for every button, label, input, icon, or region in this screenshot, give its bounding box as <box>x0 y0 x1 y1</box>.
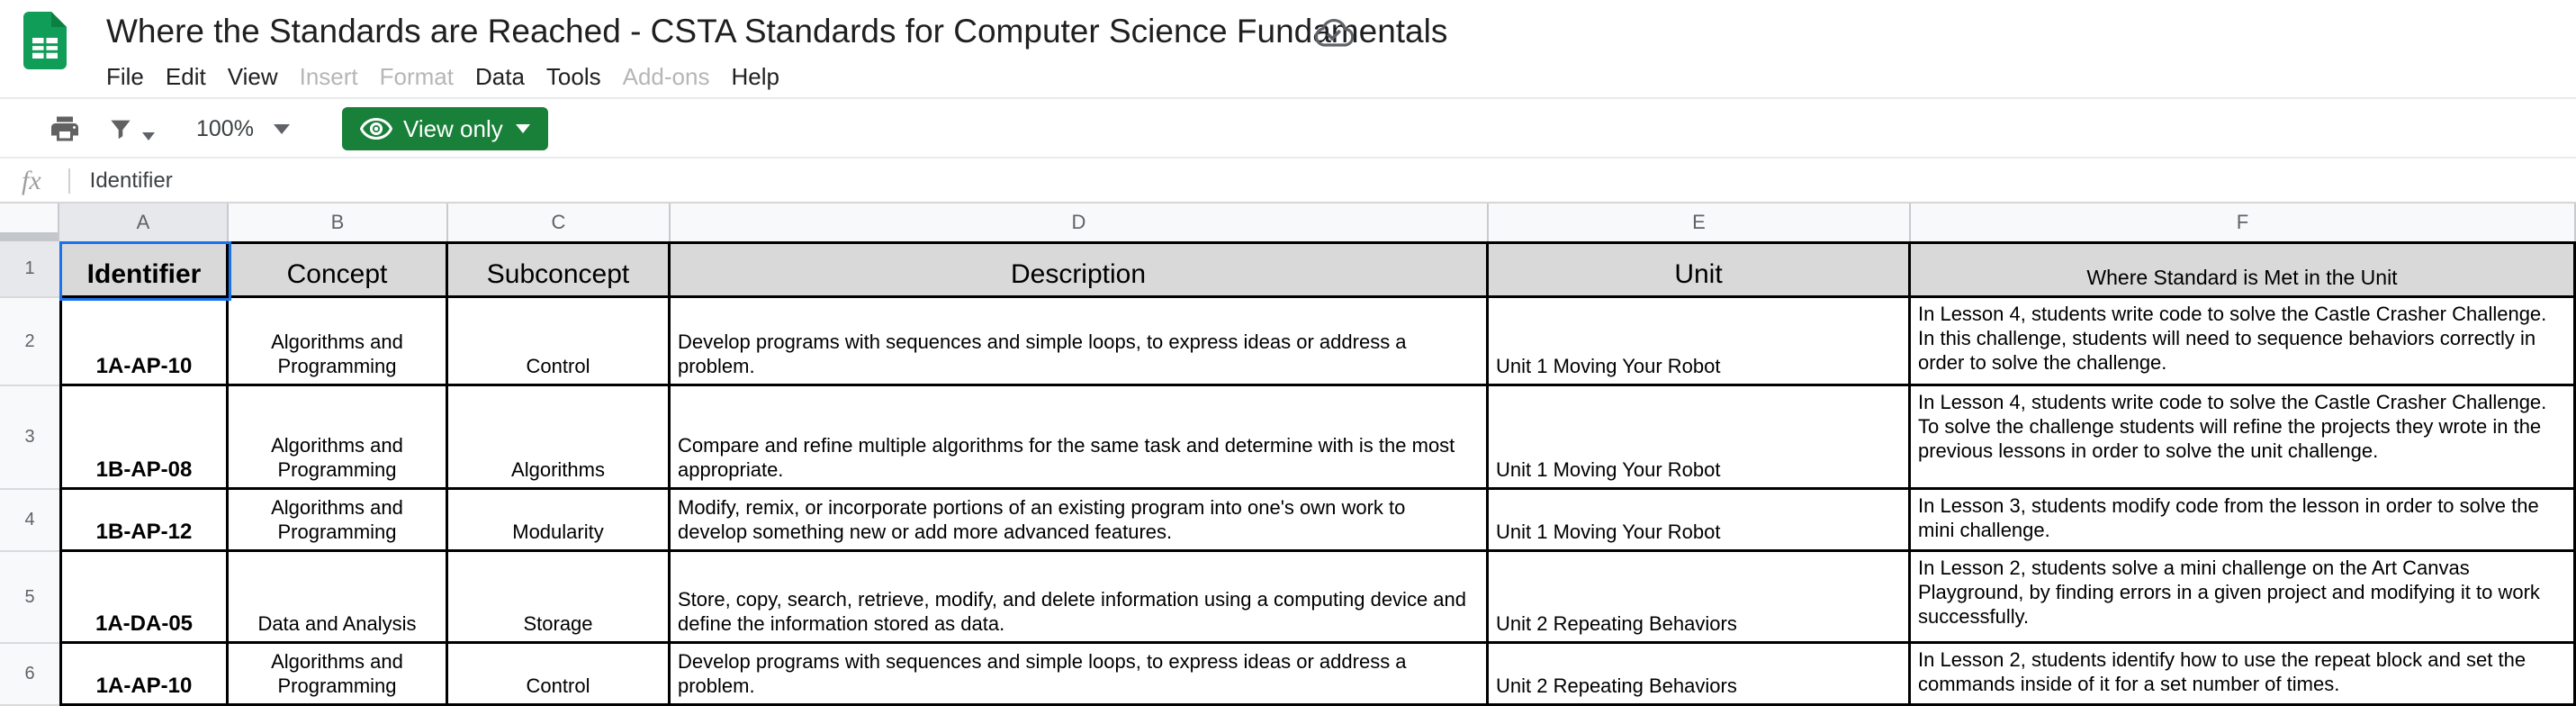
cell-E2[interactable]: Unit 1 Moving Your Robot <box>1489 298 1911 386</box>
cell-F3[interactable]: In Lesson 4, students write code to solve the Castle Crasher Challenge. To solve the challenge students will refine the projects they wrote in the previous lessons in order to solve the unit challenge. <box>1911 386 2576 490</box>
view-only-caret-icon <box>516 124 530 133</box>
cell-D6[interactable]: Develop programs with sequences and simple loops, to express ideas or address a problem. <box>671 644 1489 706</box>
row-header-3[interactable]: 3 <box>0 386 59 490</box>
cell-B2[interactable]: Algorithms and Programming <box>229 298 448 386</box>
cell-B3[interactable]: Algorithms and Programming <box>229 386 448 490</box>
row-header-4[interactable]: 4 <box>0 490 59 552</box>
toolbar <box>0 101 2576 158</box>
zoom-dropdown-caret-icon[interactable] <box>274 124 290 134</box>
menu-item-data[interactable]: Data <box>474 63 525 90</box>
cell-F5[interactable]: In Lesson 2, students solve a mini challenge on the Art Canvas Playground, by finding errors in a given project and modifying it to work successfully. <box>1911 552 2576 644</box>
menu-item-tools[interactable]: Tools <box>545 63 601 90</box>
column-header-B[interactable]: B <box>229 204 448 241</box>
sheet-grid <box>0 241 2576 706</box>
cell-C4[interactable]: Modularity <box>448 490 671 552</box>
menu-item-insert: Insert <box>299 63 358 90</box>
cell-A5[interactable]: 1A-DA-05 <box>59 552 229 644</box>
menu-item-file[interactable]: File <box>106 63 144 90</box>
cell-E4[interactable]: Unit 1 Moving Your Robot <box>1489 490 1911 552</box>
cell-D4[interactable]: Modify, remix, or incorporate portions of an existing program into one's own work to develop something new or add more advanced features. <box>671 490 1489 552</box>
menu-item-help[interactable]: Help <box>731 63 779 90</box>
cell-D2[interactable]: Develop programs with sequences and simple loops, to express ideas or address a problem. <box>671 298 1489 386</box>
document-title: Where the Standards are Reached - CSTA Standards for Computer Science Fundamentals <box>106 13 1448 50</box>
sheet-row-6 <box>0 644 2576 706</box>
cell-B5[interactable]: Data and Analysis <box>229 552 448 644</box>
formula-bar <box>0 160 2576 204</box>
menu-bar <box>95 58 790 96</box>
cell-C2[interactable]: Control <box>448 298 671 386</box>
sheet-row-1 <box>0 241 2576 298</box>
menu-item-edit[interactable]: Edit <box>165 63 206 90</box>
cell-C6[interactable]: Control <box>448 644 671 706</box>
cell-E3[interactable]: Unit 1 Moving Your Robot <box>1489 386 1911 490</box>
cell-D5[interactable]: Store, copy, search, retrieve, modify, and delete information using a computing device and define the information stored as data. <box>671 552 1489 644</box>
row-header-5[interactable]: 5 <box>0 552 59 644</box>
fx-icon: fx <box>22 166 41 195</box>
cell-C1[interactable]: Subconcept <box>448 241 671 298</box>
cell-C5[interactable]: Storage <box>448 552 671 644</box>
formula-bar-divider <box>68 168 70 194</box>
cell-B6[interactable]: Algorithms and Programming <box>229 644 448 706</box>
sheet-row-4 <box>0 490 2576 552</box>
print-icon[interactable] <box>49 113 81 145</box>
cell-F2[interactable]: In Lesson 4, students write code to solve the Castle Crasher Challenge. In this challenge, students will need to sequence behaviors correctly in order to solve the challenge. <box>1911 298 2576 386</box>
title-bar <box>0 0 2576 99</box>
row-header-1[interactable]: 1 <box>0 241 59 298</box>
select-all-corner[interactable] <box>0 204 59 241</box>
cell-D3[interactable]: Compare and refine multiple algorithms for the same task and determine with is the most appropriate. <box>671 386 1489 490</box>
filter-dropdown-caret-icon[interactable] <box>142 132 155 140</box>
filter-icon[interactable] <box>106 114 155 143</box>
cell-E5[interactable]: Unit 2 Repeating Behaviors <box>1489 552 1911 644</box>
sheets-logo-icon[interactable] <box>23 12 67 69</box>
cell-B4[interactable]: Algorithms and Programming <box>229 490 448 552</box>
cell-D1[interactable]: Description <box>671 241 1489 298</box>
cell-F6[interactable]: In Lesson 2, students identify how to use the repeat block and set the commands inside of it for a set number of times. <box>1911 644 2576 706</box>
menu-item-format: Format <box>379 63 454 90</box>
view-only-button[interactable] <box>342 107 548 150</box>
sheet-row-3 <box>0 386 2576 490</box>
column-header-row <box>0 204 2576 243</box>
eye-icon <box>360 117 392 140</box>
cell-B1[interactable]: Concept <box>229 241 448 298</box>
column-header-D[interactable]: D <box>671 204 1489 241</box>
row-header-2[interactable]: 2 <box>0 298 59 386</box>
cell-E1[interactable]: Unit <box>1489 241 1911 298</box>
cell-F4[interactable]: In Lesson 3, students modify code from the lesson in order to solve the mini challenge. <box>1911 490 2576 552</box>
zoom-control[interactable] <box>196 116 290 142</box>
cell-C3[interactable]: Algorithms <box>448 386 671 490</box>
cloud-check-icon <box>1312 16 1354 51</box>
cell-A2[interactable]: 1A-AP-10 <box>59 298 229 386</box>
cell-A3[interactable]: 1B-AP-08 <box>59 386 229 490</box>
cell-E6[interactable]: Unit 2 Repeating Behaviors <box>1489 644 1911 706</box>
column-header-F[interactable]: F <box>1911 204 2576 241</box>
column-header-E[interactable]: E <box>1489 204 1911 241</box>
cell-A4[interactable]: 1B-AP-12 <box>59 490 229 552</box>
menu-item-view[interactable]: View <box>227 63 278 90</box>
zoom-value: 100% <box>196 115 254 141</box>
cell-F1[interactable]: Where Standard is Met in the Unit <box>1911 241 2576 298</box>
column-header-A[interactable]: A <box>59 204 229 241</box>
row-header-6[interactable]: 6 <box>0 644 59 706</box>
menu-item-addons: Add-ons <box>622 63 710 90</box>
column-header-C[interactable]: C <box>448 204 671 241</box>
sheet-row-2 <box>0 298 2576 386</box>
corner-bar <box>0 232 58 241</box>
cell-A6[interactable]: 1A-AP-10 <box>59 644 229 706</box>
sheet-row-5 <box>0 552 2576 644</box>
cell-A1[interactable]: Identifier <box>59 241 229 298</box>
view-only-label: View only <box>402 114 503 142</box>
formula-input[interactable]: Identifier <box>89 168 173 193</box>
